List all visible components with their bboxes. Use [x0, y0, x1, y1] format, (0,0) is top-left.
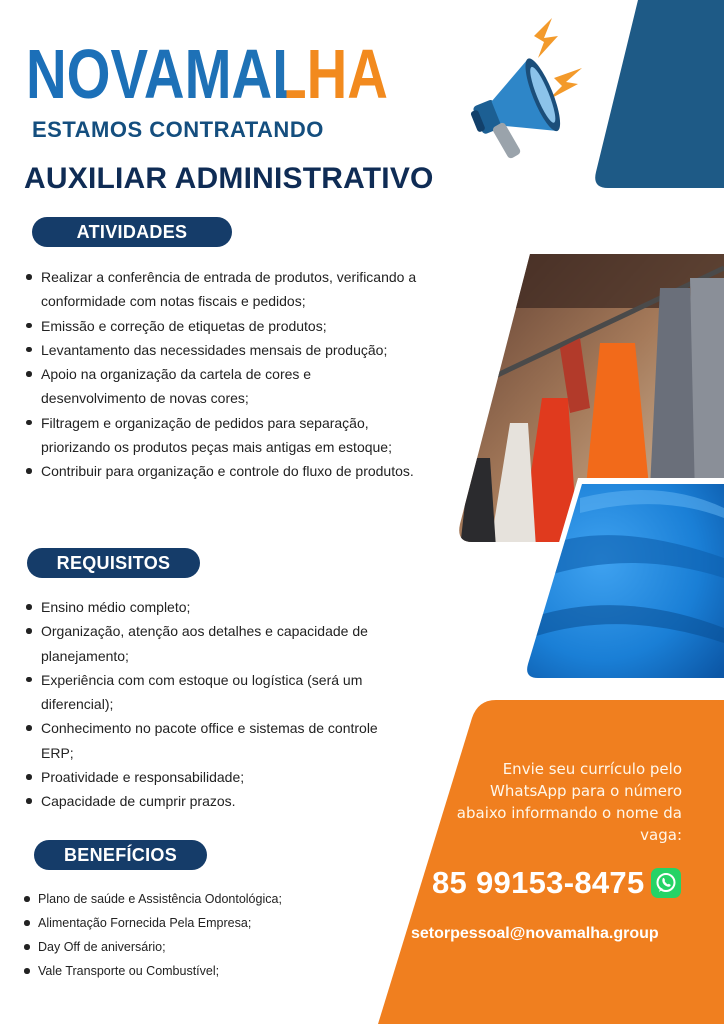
- atividades-list: [24, 265, 454, 484]
- phone-number[interactable]: 85 99153-8475: [432, 865, 645, 900]
- beneficios-list: [22, 887, 382, 983]
- list-item: Organização, atenção aos detalhes e capacidade de planejamento;: [24, 619, 404, 668]
- hiring-heading: ESTAMOS CONTRATANDO: [32, 117, 324, 142]
- requisitos-heading: REQUISITOS: [27, 548, 200, 578]
- list-item: Ensino médio completo;: [24, 595, 404, 619]
- phone-row: [432, 865, 681, 901]
- list-item: Contribuir para organização e controle do fluxo de produtos.: [24, 459, 431, 483]
- list-item: Apoio na organização da cartela de cores e desenvolvimento de novas cores;: [24, 362, 381, 411]
- requisitos-list: [24, 595, 404, 814]
- list-item: Conhecimento no pacote office e sistemas de controle ERP;: [24, 716, 391, 765]
- cta-text: Envie seu currículo pelo WhatsApp para o número abaixo informando o nome da vaga:: [456, 760, 682, 844]
- whatsapp-icon[interactable]: [651, 868, 681, 898]
- logo-text: NOVAMALHA: [26, 35, 388, 113]
- contact-panel: [378, 700, 724, 1024]
- beneficios-heading: BENEFÍCIOS: [34, 840, 207, 870]
- email-address[interactable]: setorpessoal@novamalha.group: [411, 925, 659, 942]
- list-item: Proatividade e responsabilidade;: [24, 765, 404, 789]
- list-item: Capacidade de cumprir prazos.: [24, 789, 404, 813]
- list-item: Levantamento das necessidades mensais de produção;: [24, 338, 454, 362]
- job-title: AUXILIAR ADMINISTRATIVO: [24, 162, 434, 195]
- list-item: Vale Transporte ou Combustível;: [22, 959, 382, 983]
- megaphone-icon: [452, 14, 592, 164]
- blue-corner-shape: [590, 0, 724, 188]
- blue-fabric-photo: [520, 478, 724, 684]
- list-item: Alimentação Fornecida Pela Empresa;: [22, 911, 382, 935]
- list-item: Plano de saúde e Assistência Odontológica;: [22, 887, 382, 911]
- atividades-heading: ATIVIDADES: [32, 217, 232, 247]
- list-item: Experiência com com estoque ou logística (será um diferencial);: [24, 668, 401, 717]
- list-item: Realizar a conferência de entrada de produtos, verificando a conformidade com notas fiscais e pedidos;: [24, 265, 454, 314]
- list-item: Emissão e correção de etiquetas de produtos;: [24, 314, 454, 338]
- novamalha-logo: [26, 35, 388, 113]
- list-item: Day Off de aniversário;: [22, 935, 382, 959]
- list-item: Filtragem e organização de pedidos para separação, priorizando os produtos peças mais antigas em estoque;: [24, 411, 431, 460]
